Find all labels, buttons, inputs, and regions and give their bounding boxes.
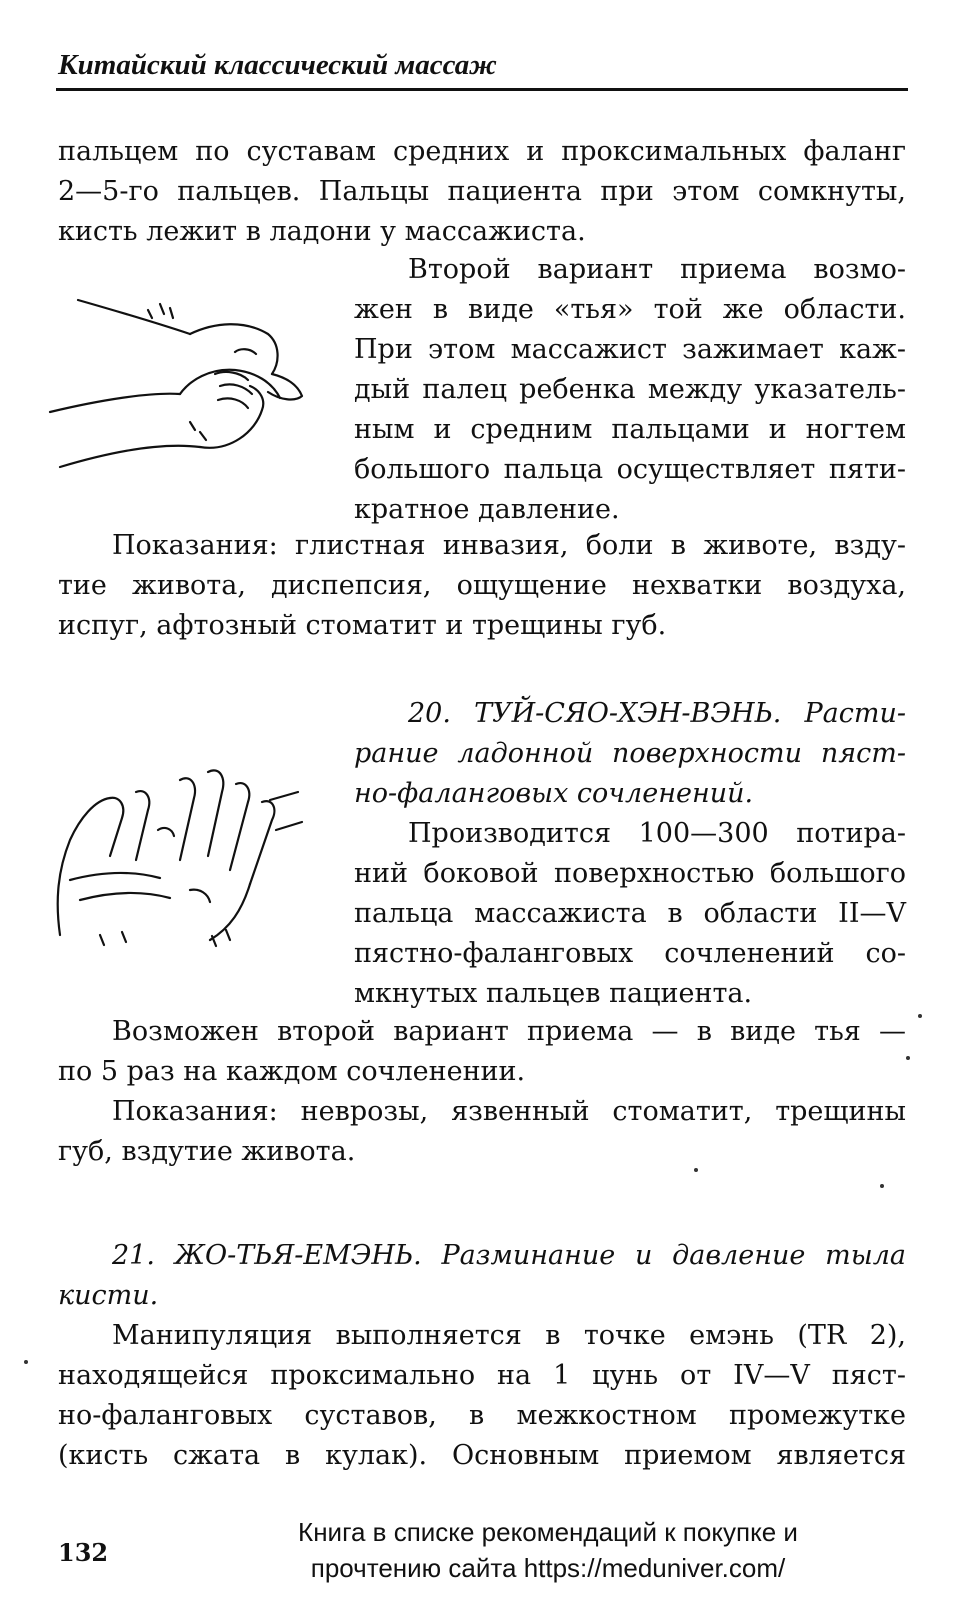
text-line: кисти. <box>58 1280 159 1311</box>
text-line: пястно-фаланговых сочленений со- <box>354 938 906 969</box>
page-number: 132 <box>58 1538 109 1567</box>
section-20-indications <box>58 1092 906 1172</box>
paragraph-indications <box>58 526 906 646</box>
scan-speck <box>24 1360 28 1364</box>
text-line: 21. ЖО-ТЬЯ-ЕМЭНЬ. Разминание и давление тыла <box>112 1240 906 1271</box>
paragraph-continuation <box>58 132 906 252</box>
section-20-title <box>354 694 906 814</box>
scan-speck <box>918 1014 922 1018</box>
text-line: тие живота, диспепсия, ощущение нехватки воздуха, <box>58 570 906 601</box>
text-line: ным и средним пальцами и ногтем <box>354 414 906 445</box>
header-rule <box>56 88 908 91</box>
text-line: мкнутых пальцев пациента. <box>354 978 753 1009</box>
text-line: по 5 раз на каждом сочленении. <box>58 1056 526 1087</box>
section-21-title <box>58 1236 906 1316</box>
text-line: но-фаланговых сочленений. <box>354 778 754 809</box>
text-line: кратное давление. <box>354 494 620 525</box>
text-line: (кисть сжата в кулак). Основным приемом является <box>58 1440 906 1471</box>
hand-massage-illustration-2 <box>40 760 310 955</box>
text-line: ний боковой поверхностью большого <box>354 858 906 889</box>
text-line: Производится 100—300 потира- <box>408 818 906 849</box>
scan-speck <box>880 1184 884 1188</box>
section-20-variant <box>58 1012 906 1092</box>
text-line: находящейся проксимально на 1 цунь от IV—V пяст- <box>58 1360 906 1391</box>
running-header: Китайский классический массаж <box>58 49 497 81</box>
text-line: Показания: глистная инвазия, боли в животе, взду- <box>112 530 906 561</box>
scan-speck <box>906 1056 910 1060</box>
section-20-body <box>354 814 906 1014</box>
text-line: но-фаланговых суставов, в межкостном промежутке <box>58 1400 906 1431</box>
scan-speck <box>694 1168 698 1172</box>
text-line: жен в виде «тья» той же области. <box>354 294 906 325</box>
watermark-note <box>238 1514 858 1586</box>
text-line: пальцем по суставам средних и проксимальных фаланг <box>58 136 906 167</box>
section-21-body <box>58 1316 906 1476</box>
text-line: Показания: неврозы, язвенный стоматит, трещины <box>112 1096 906 1127</box>
text-line: 20. ТУЙ-СЯО-ХЭН-ВЭНЬ. Расти- <box>408 698 906 729</box>
watermark-line: Книга в списке рекомендаций к покупке и <box>298 1517 798 1547</box>
paragraph-variant <box>354 250 906 530</box>
text-line: пальца массажиста в области II—V <box>354 898 906 929</box>
hand-massage-illustration-1 <box>40 282 310 497</box>
text-line: При этом массажист зажимает каж- <box>354 334 906 365</box>
text-line: рание ладонной поверхности пяст- <box>354 738 906 769</box>
text-line: Возможен второй вариант приема — в виде тья — <box>112 1016 906 1047</box>
text-line: губ, вздутие живота. <box>58 1136 356 1167</box>
text-line: кисть лежит в ладони у массажиста. <box>58 216 586 247</box>
text-line: дый палец ребенка между указатель- <box>354 374 906 405</box>
watermark-line: прочтению сайта https://meduniver.com/ <box>310 1553 786 1583</box>
text-line: испуг, афтозный стоматит и трещины губ. <box>58 610 667 641</box>
text-line: 2—5-го пальцев. Пальцы пациента при этом сомкнуты, <box>58 176 906 207</box>
text-line: большого пальца осуществляет пяти- <box>354 454 906 485</box>
text-line: Второй вариант приема возмо- <box>408 254 906 285</box>
text-line: Манипуляция выполняется в точке емэнь (TR 2), <box>112 1320 906 1351</box>
